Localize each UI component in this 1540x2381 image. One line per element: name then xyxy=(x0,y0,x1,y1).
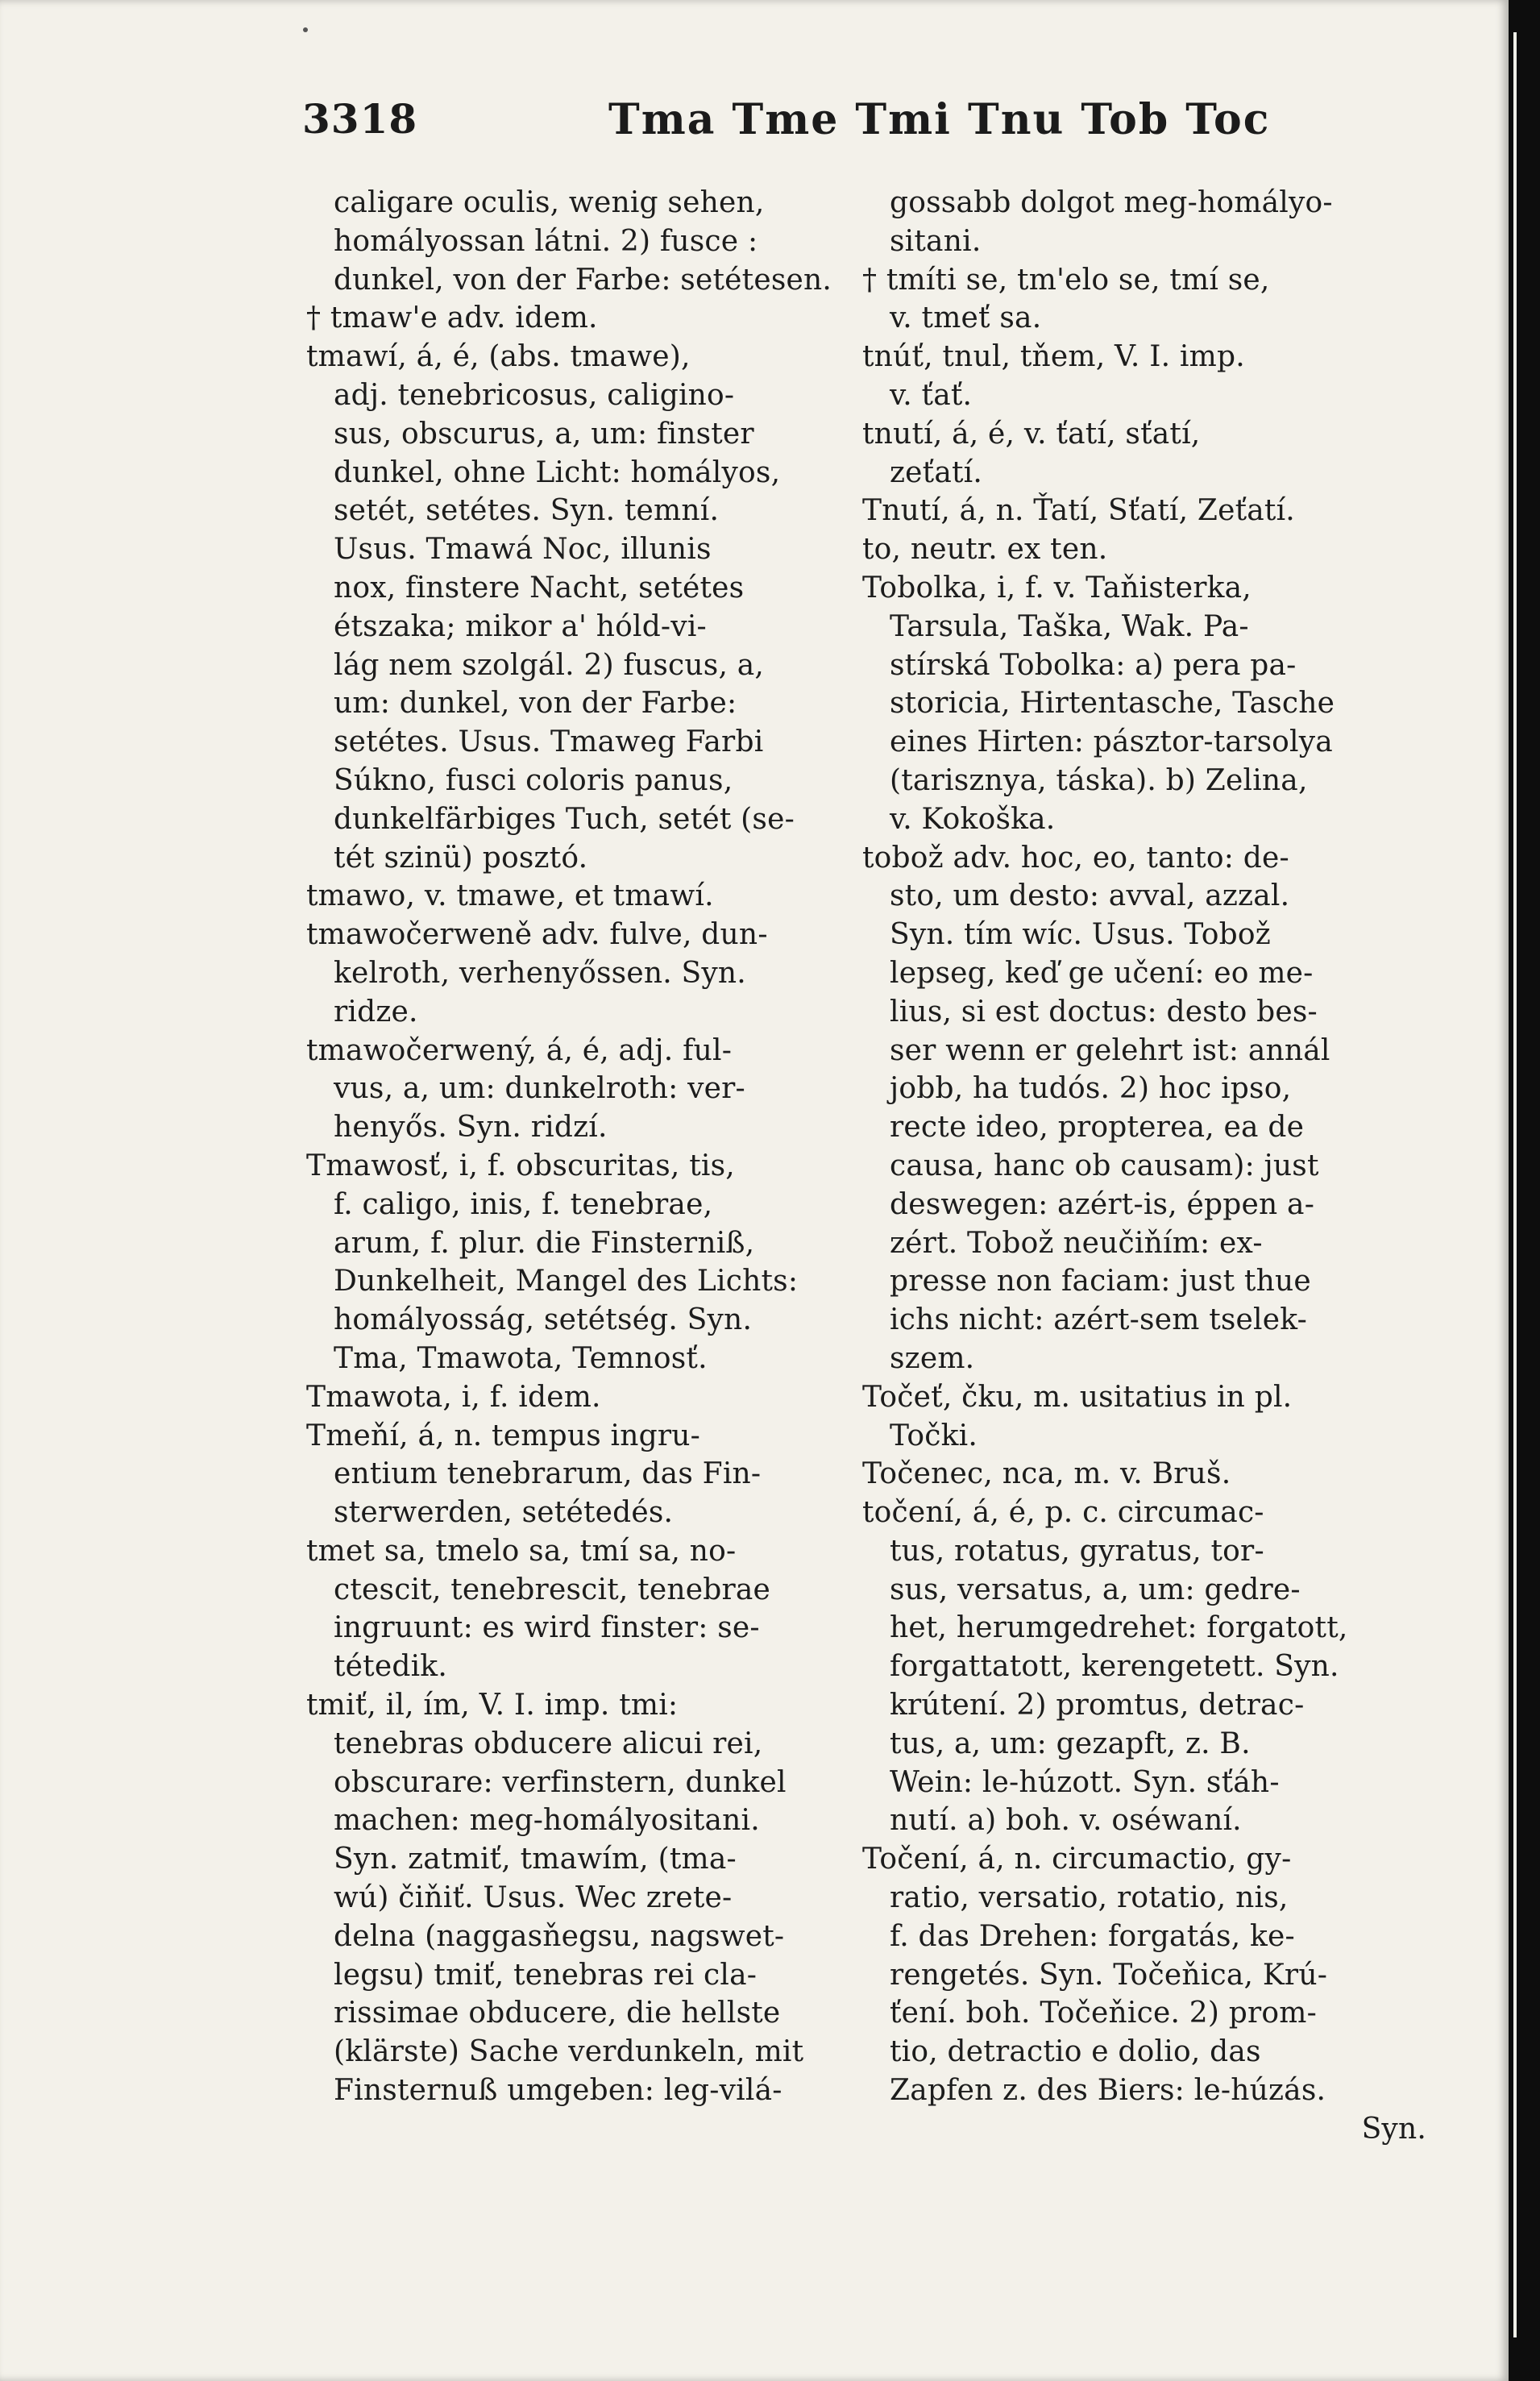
entry-line: homályosság, setétség. Syn. xyxy=(334,1303,753,1337)
entry-line: rengetés. Syn. Točeňica, Krú- xyxy=(890,1958,1328,1992)
entry-line: tus, a, um: gezapft, z. B. xyxy=(890,1727,1251,1760)
entry-line: eines Hirten: pásztor-tarsolya xyxy=(890,725,1333,759)
entry-line: krútení. 2) promtus, detrac- xyxy=(890,1689,1305,1722)
entry-line: storicia, Hirtentasche, Tasche xyxy=(890,687,1335,721)
entry-line: tmawočerweně adv. fulve, dun- xyxy=(306,918,768,952)
left-column xyxy=(306,184,834,2110)
page-number: 3318 xyxy=(302,95,418,143)
entry-line: (klärste) Sache verdunkeln, mit xyxy=(334,2035,804,2069)
entry-line: tmawí, á, é, (abs. tmawe), xyxy=(306,340,691,374)
entry-line: tio, detractio e dolio, das xyxy=(890,2035,1261,2069)
entry-line: arum, f. plur. die Finsterniß, xyxy=(334,1226,755,1260)
entry-line: Tarsula, Taška, Wak. Pa- xyxy=(890,609,1249,643)
page-header xyxy=(302,95,1271,152)
entry-line: Syn. tím wíc. Usus. Tobož xyxy=(890,918,1271,952)
entry-line: tét szinü) posztó. xyxy=(334,841,588,875)
entry-line: recte ideo, propterea, ea de xyxy=(890,1111,1305,1145)
entry-line: stírská Tobolka: a) pera pa- xyxy=(890,648,1297,682)
entry-line: v. tmeť sa. xyxy=(890,301,1042,335)
scan-border xyxy=(1509,0,1540,2381)
entry-line: Súkno, fusci coloris panus, xyxy=(334,763,733,797)
entry-line: dunkel, ohne Licht: homályos, xyxy=(334,455,781,489)
entry-line: Tmeňí, á, n. tempus ingru- xyxy=(306,1419,701,1452)
entry-line: um: dunkel, von der Farbe: xyxy=(334,687,737,721)
entry-line: Zapfen z. des Biers: le-húzás. xyxy=(890,2074,1326,2108)
entry-line: zeťatí. xyxy=(890,455,983,489)
entry-line: ctescit, tenebrescit, tenebrae xyxy=(334,1573,771,1606)
entry-line: tnutí, á, é, v. ťatí, sťatí, xyxy=(862,417,1201,451)
entry-line: tmawočerwený, á, é, adj. ful- xyxy=(306,1033,733,1067)
entry-line: ratio, versatio, rotatio, nis, xyxy=(890,1881,1289,1915)
entry-line: tnúť, tnul, tňem, V. I. imp. xyxy=(862,340,1245,374)
entry-line: gossabb dolgot meg-homályo- xyxy=(890,186,1333,219)
entry-line: tétedik. xyxy=(334,1650,447,1684)
entry-line: tenebras obducere alicui rei, xyxy=(334,1727,763,1760)
entry-line: Tnutí, á, n. Ťatí, Sťatí, Zeťatí. xyxy=(862,494,1295,528)
running-head: Tma Tme Tmi Tnu Tob Toc xyxy=(608,95,1271,144)
entry-line: jobb, ha tudós. 2) hoc ipso, xyxy=(890,1072,1292,1106)
entry-line: nutí. a) boh. v. oséwaní. xyxy=(890,1804,1242,1838)
entry-line: forgattatott, kerengetett. Syn. xyxy=(890,1650,1339,1684)
entry-line: deswegen: azért-is, éppen a- xyxy=(890,1187,1315,1221)
entry-line: adj. tenebricosus, caligino- xyxy=(334,378,735,412)
entry-line: entium tenebrarum, das Fin- xyxy=(334,1457,762,1491)
entry-line: caligare oculis, wenig sehen, xyxy=(334,186,765,219)
entry-line: Točeť, čku, m. usitatius in pl. xyxy=(862,1380,1293,1414)
entry-line: szem. xyxy=(890,1341,975,1375)
entry-line: ingruunt: es wird finster: se- xyxy=(334,1611,760,1645)
entry-line: lius, si est doctus: desto bes- xyxy=(890,995,1318,1028)
entry-line: wú) čiňiť. Usus. Wec zrete- xyxy=(334,1881,733,1915)
entry-line: ťení. boh. Točeňice. 2) prom- xyxy=(890,1997,1317,2030)
entry-line: lepseg, keď ge učení: eo me- xyxy=(890,956,1314,990)
entry-line: étszaka; mikor a' hóld-vi- xyxy=(334,609,707,643)
entry-line: (tarisznya, táska). b) Zelina, xyxy=(890,763,1308,797)
entry-line: causa, hanc ob causam): just xyxy=(890,1149,1319,1182)
entry-line: Finsternuß umgeben: leg-vilá- xyxy=(334,2074,782,2108)
entry-line: tobož adv. hoc, eo, tanto: de- xyxy=(862,841,1289,875)
entry-line: sto, um desto: avval, azzal. xyxy=(890,879,1290,913)
entry-line: ser wenn er gelehrt ist: annál xyxy=(890,1033,1330,1067)
entry-line: Syn. xyxy=(1361,2112,1426,2146)
entry-line: to, neutr. ex ten. xyxy=(862,533,1108,567)
entry-line: Tmawota, i, f. idem. xyxy=(306,1380,601,1414)
entry-line: ridze. xyxy=(334,995,418,1028)
entry-line: Tma, Tmawota, Temnosť. xyxy=(334,1341,708,1375)
entry-line: ichs nicht: azért-sem tselek- xyxy=(890,1303,1308,1337)
entry-line: sterwerden, setétedés. xyxy=(334,1496,674,1530)
entry-line: henyős. Syn. ridzí. xyxy=(334,1111,608,1145)
right-column xyxy=(862,184,1442,2149)
entry-line: Točení, á, n. circumactio, gy- xyxy=(862,1843,1292,1876)
entry-line: † tmaw'e adv. idem. xyxy=(306,301,598,335)
entry-line: Syn. zatmiť, tmawím, (tma- xyxy=(334,1843,737,1876)
entry-line: delna (naggasňegsu, nagswet- xyxy=(334,1919,785,1953)
entry-line: obscurare: verfinstern, dunkel xyxy=(334,1765,787,1799)
entry-line: nox, finstere Nacht, setétes xyxy=(334,571,745,605)
entry-line: dunkelfärbiges Tuch, setét (se- xyxy=(334,802,795,836)
entry-line: rissimae obducere, die hellste xyxy=(334,1997,781,2030)
page-edge xyxy=(1513,32,1517,2337)
specks xyxy=(303,27,308,32)
entry-line: het, herumgedrehet: forgatott, xyxy=(890,1611,1348,1645)
entry-line: f. das Drehen: forgatás, ke- xyxy=(890,1919,1295,1953)
entry-line: homályossan látni. 2) fusce : xyxy=(334,224,758,258)
entry-line: † tmíti se, tm'elo se, tmí se, xyxy=(862,263,1270,297)
entry-line: setét, setétes. Syn. temní. xyxy=(334,494,720,528)
entry-line: točení, á, é, p. c. circumac- xyxy=(862,1496,1264,1530)
entry-line: Tmawosť, i, f. obscuritas, tis, xyxy=(306,1149,735,1182)
entry-line: Wein: le-húzott. Syn. sťáh- xyxy=(890,1765,1280,1799)
entry-line: machen: meg-homályositani. xyxy=(334,1804,760,1838)
entry-line: sus, obscurus, a, um: finster xyxy=(334,417,754,451)
entry-line: tmawo, v. tmawe, et tmawí. xyxy=(306,879,714,913)
entry-line: sus, versatus, a, um: gedre- xyxy=(890,1573,1301,1606)
entry-line: lág nem szolgál. 2) fuscus, a, xyxy=(334,648,765,682)
entry-line: tus, rotatus, gyratus, tor- xyxy=(890,1534,1264,1568)
entry-line: tmet sa, tmelo sa, tmí sa, no- xyxy=(306,1534,737,1568)
entry-line: setétes. Usus. Tmaweg Farbi xyxy=(334,725,764,759)
entry-line: sitani. xyxy=(890,224,982,258)
entry-line: v. Kokoška. xyxy=(890,802,1056,836)
entry-line: vus, a, um: dunkelroth: ver- xyxy=(334,1072,745,1106)
entry-line: kelroth, verhenyőssen. Syn. xyxy=(334,956,746,990)
entry-line: Točki. xyxy=(890,1419,978,1452)
entry-line: zért. Tobož neučiňím: ex- xyxy=(890,1226,1263,1260)
entry-line: legsu) tmiť, tenebras rei cla- xyxy=(334,1958,758,1992)
entry-line: Tobolka, i, f. v. Taňisterka, xyxy=(862,571,1252,605)
entry-line: Usus. Tmawá Noc, illunis xyxy=(334,533,712,567)
entry-line: dunkel, von der Farbe: setétesen. xyxy=(334,263,832,297)
entry-line: tmiť, il, ím, V. I. imp. tmi: xyxy=(306,1689,679,1722)
entry-line: v. ťať. xyxy=(890,378,973,412)
entry-line: Dunkelheit, Mangel des Lichts: xyxy=(334,1265,799,1299)
entry-line: presse non faciam: just thue xyxy=(890,1265,1311,1299)
entry-line: f. caligo, inis, f. tenebrae, xyxy=(334,1187,713,1221)
entry-line: Točenec, nca, m. v. Bruš. xyxy=(862,1457,1231,1491)
